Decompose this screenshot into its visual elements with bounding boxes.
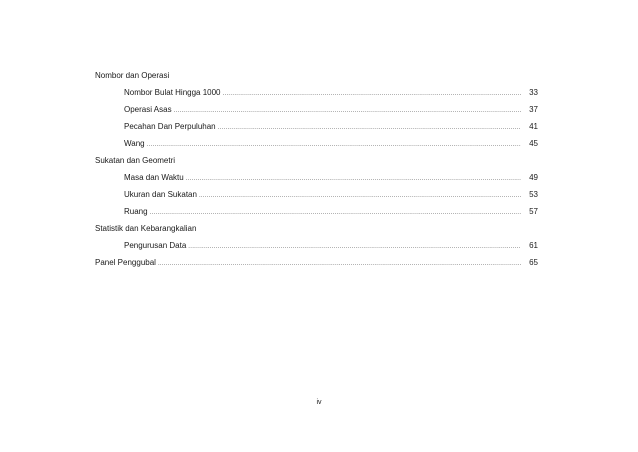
toc-entry-page: 49	[529, 173, 538, 182]
toc-entry-page: 33	[529, 88, 538, 97]
toc-entry[interactable]	[95, 135, 538, 152]
dot-leader	[158, 256, 521, 273]
dot-leader	[223, 86, 521, 103]
dot-leader	[186, 171, 521, 188]
dot-leader	[147, 137, 521, 154]
dot-leader	[174, 103, 521, 120]
toc-entry-page: 57	[529, 207, 538, 216]
toc-section-title: Nombor dan Operasi	[95, 71, 170, 80]
toc-entry[interactable]	[95, 101, 538, 118]
dot-leader	[188, 239, 521, 256]
toc-entry-label: Nombor Bulat Hingga 1000	[124, 88, 221, 97]
table-of-contents	[95, 67, 538, 271]
page-number: iv	[316, 399, 322, 406]
toc-entry[interactable]	[95, 84, 538, 101]
toc-entry-page: 45	[529, 139, 538, 148]
toc-entry-page: 53	[529, 190, 538, 199]
toc-entry-page: 65	[529, 258, 538, 267]
dot-leader	[218, 120, 521, 137]
toc-section-title: Sukatan dan Geometri	[95, 156, 176, 165]
dot-leader	[150, 205, 521, 222]
toc-entry-page: 37	[529, 105, 538, 114]
toc-entry-label: Operasi Asas	[124, 105, 172, 114]
toc-entry[interactable]	[95, 203, 538, 220]
toc-entry-label: Ukuran dan Sukatan	[124, 190, 197, 199]
toc-entry-label: Masa dan Waktu	[124, 173, 184, 182]
toc-section-title: Statistik dan Kebarangkalian	[95, 224, 197, 233]
toc-entry-label: Ruang	[124, 207, 148, 216]
toc-entry-label: Wang	[124, 139, 145, 148]
toc-entry[interactable]	[95, 169, 538, 186]
toc-entry-label: Pengurusan Data	[124, 241, 187, 250]
toc-entry-label: Pecahan Dan Perpuluhan	[124, 122, 216, 131]
toc-entry-label: Panel Penggubal	[95, 258, 156, 267]
toc-entry-page: 61	[529, 241, 538, 250]
dot-leader	[199, 188, 521, 205]
toc-entry[interactable]	[95, 118, 538, 135]
toc-entry-panel[interactable]	[95, 254, 538, 271]
toc-entry-page: 41	[529, 122, 538, 131]
toc-entry[interactable]	[95, 186, 538, 203]
toc-entry[interactable]	[95, 237, 538, 254]
